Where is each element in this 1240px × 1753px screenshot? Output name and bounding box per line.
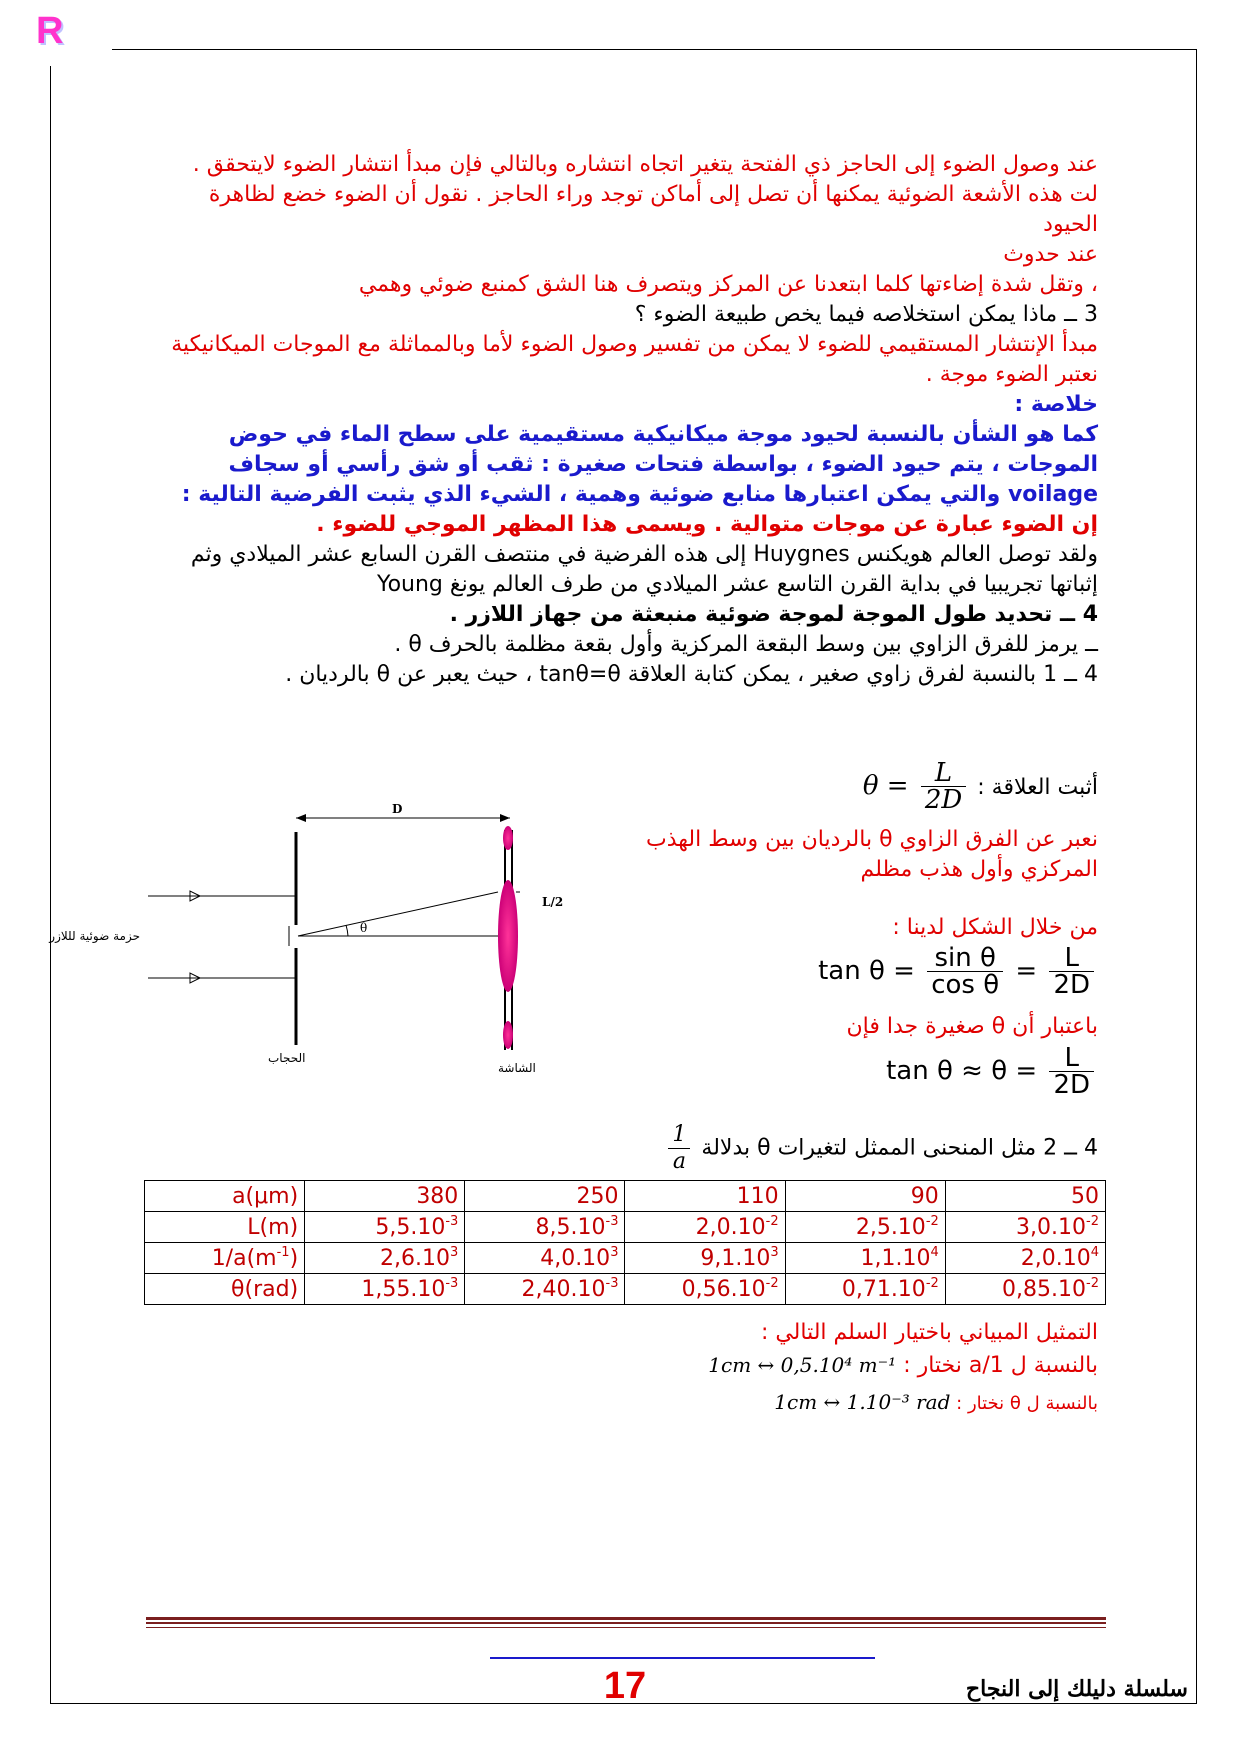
question-3: 3 ــ ماذا يمكن استخلاصه فيما يخص طبيعة الضوء ؟ — [634, 302, 1098, 327]
theta-eq: θ = — [862, 771, 909, 801]
table-cell: $0,71.10^{-2}$ — [785, 1274, 945, 1305]
fraction-1-a — [668, 1122, 690, 1175]
tan-math — [818, 945, 1098, 998]
table-cell: $2,0.10^{-2}$ — [625, 1212, 785, 1243]
fraction-l-2d — [921, 760, 966, 813]
approx-label: tan θ ≈ θ = — [886, 1056, 1038, 1086]
fraction-sin-cos — [927, 945, 1003, 998]
scale-2-value: 1cm ↔ 1.10⁻³ rad — [774, 1390, 951, 1414]
table-cell: $2,5.10^{-2}$ — [785, 1212, 945, 1243]
answer-3: مبدأ الإنتشار المستقيمي للضوء لا يمكن من تفسير وصول الضوء لأما وبالمماثلة مع الموجات الميكانيكية نعتبر الضوء موجة . — [171, 332, 1098, 387]
theta-definition: ــ يرمز للفرق الزاوي بين وسط البقعة المركزية وأول بقعة مظلمة بالحرف θ . — [394, 632, 1098, 657]
table-cell: $1,55.10^{-3}$ — [305, 1274, 465, 1305]
l2-label: L/2 — [542, 895, 564, 909]
row-label: L(m) — [145, 1212, 305, 1243]
paragraph-diffraction: عند وصول الضوء إلى الحاجز ذي الفتحة يتغير اتجاه انتشاره وبالتالي فإن مبدأ انتشار الضوء لايتحقق . لت هذه الأشعة الضوئية يمكنها أن تصل إلى أماكن توجد وراء الحاجز . نقول أن الضوء خضع لظاهرة الحيود — [192, 152, 1098, 237]
row-label: θ(rad) — [145, 1274, 305, 1305]
table-cell: $0,85.10^{-2}$ — [945, 1274, 1105, 1305]
fraction-l-2d-b — [1049, 945, 1094, 998]
scale-2-label: بالنسبة ل θ نختار : — [956, 1393, 1098, 1414]
history-text: ولقد توصل العالم هويكنس Huygnes إلى هذه الفرضية في منتصف القرن السابع عشر الميلادي وثم إثباتها تجريبيا في بداية القرن التاسع عشر الميلادي من طرف العالم يونغ Young — [190, 542, 1098, 597]
footer-rule-3 — [146, 1627, 1106, 1628]
table-cell: 90 — [785, 1181, 945, 1212]
table-cell: 2,6.10$^3$ — [305, 1243, 465, 1274]
table-cell: 380 — [305, 1181, 465, 1212]
scale-1-line — [398, 1350, 1098, 1381]
denominator-2d-b: 2D — [1053, 970, 1090, 1000]
hypothesis: إن الضوء عبارة عن موجات متوالية . ويسمى هذا المظهر الموجي للضوء . — [316, 512, 1098, 537]
denominator-cos: cos θ — [931, 970, 1000, 1000]
scale-2-line — [398, 1387, 1098, 1419]
prove-label: أثبت العلاقة : — [977, 775, 1098, 800]
table-row — [145, 1243, 1106, 1274]
table-cell: 250 — [465, 1181, 625, 1212]
table-cell: 50 — [945, 1181, 1105, 1212]
paragraph-intensity: ، وتقل شدة إضاءتها كلما ابتعدنا عن المركز ويتصرف هنا الشق كمنبع ضوئي وهمي — [358, 272, 1098, 297]
frame-top-line — [112, 49, 1197, 50]
table-cell: $8,5.10^{-3}$ — [465, 1212, 625, 1243]
graph-title: التمثيل المبياني باختيار السلم التالي : — [760, 1320, 1098, 1345]
row-label: $1/a(m^{-1})$ — [145, 1243, 305, 1274]
scale-1-value: 1cm ↔ 0,5.10⁴ m⁻¹ — [708, 1353, 897, 1377]
table-row — [145, 1181, 1106, 1212]
diffraction-figure — [49, 800, 588, 1090]
barrier-label: الحجاب — [268, 1051, 306, 1065]
approx-formula — [598, 1045, 1098, 1111]
numerator-l-b: L — [1049, 945, 1094, 972]
ray-line — [298, 892, 498, 936]
denominator-a: a — [672, 1149, 686, 1174]
from-figure: من خلال الشكل لدينا : — [892, 915, 1098, 940]
main-text — [158, 150, 1098, 690]
denominator-2d: 2D — [924, 785, 963, 815]
numerator-l-c: L — [1049, 1045, 1094, 1072]
footer-rule-1 — [146, 1617, 1106, 1620]
small-angle: باعتبار أن θ صغيرة جدا فإن — [846, 1014, 1098, 1039]
theta-label: θ — [360, 921, 368, 935]
summary-text: كما هو الشأن بالنسبة لحيود موجة ميكانيكية مستقيمية على سطح الماء في حوض الموجات ، يتم حيود الضوء ، بواسطة فتحات صغيرة : ثقب أو شق رأسي أو سجاف voilage والتي يمكن اعتبارها منابع ضوئية وهمية ، الشيء الذي يثبت الفرضية التالية : — [181, 422, 1098, 507]
table-cell: $3,0.10^{-2}$ — [945, 1212, 1105, 1243]
central-spot — [498, 880, 518, 992]
screen-label: الشاشة — [498, 1061, 536, 1075]
numerator-1: 1 — [668, 1122, 690, 1149]
table-cell: 2,0.10$^4$ — [945, 1243, 1105, 1274]
theta-description: نعبر عن الفرق الزاوي θ بالرديان بين وسط الهذب المركزي وأول هذب مظلم — [646, 827, 1098, 882]
d-arrow-left — [296, 814, 306, 822]
fraction-l-2d-c — [1049, 1045, 1094, 1098]
row-label: a(μm) — [145, 1181, 305, 1212]
numerator-l: L — [921, 760, 966, 787]
theta-formula — [863, 760, 970, 813]
frame-left-line — [50, 66, 51, 1703]
equals: = — [1015, 956, 1038, 986]
scale-1-label: بالنسبة ل 1/a نختار : — [903, 1353, 1098, 1378]
footer-rule-2 — [146, 1622, 1106, 1624]
spot-top — [503, 826, 513, 850]
table-row — [145, 1274, 1106, 1305]
spot-bottom — [503, 1021, 513, 1049]
d-label: D — [392, 802, 403, 816]
question-4-2: 4 ــ 2 مثل المنحنى الممثل لتغيرات θ بدلالة — [701, 1135, 1098, 1161]
data-table-body — [145, 1181, 1106, 1305]
table-cell: 1,1.10$^4$ — [785, 1243, 945, 1274]
approx-math — [886, 1045, 1098, 1098]
diffraction-diagram — [49, 800, 588, 1090]
table-cell: 9,1.10$^3$ — [625, 1243, 785, 1274]
table-cell: $0,56.10^{-2}$ — [625, 1274, 785, 1305]
page-number: 17 — [603, 1665, 647, 1707]
question-4-1: 4 ــ 1 بالنسبة لفرق زاوي صغير ، يمكن كتابة العلاقة tanθ=θ ، حيث يعبر عن θ بالرديان . — [285, 662, 1098, 687]
tan-label: tan θ = — [818, 956, 915, 986]
table-cell: 4,0.10$^3$ — [465, 1243, 625, 1274]
frame-right-line — [1196, 49, 1197, 1703]
table-cell: $5,5.10^{-3}$ — [305, 1212, 465, 1243]
beam-label: حزمة ضوئية لللازر — [49, 929, 140, 943]
table-cell: $2,40.10^{-3}$ — [465, 1274, 625, 1305]
data-table — [144, 1180, 1106, 1305]
denominator-2d-c: 2D — [1053, 1070, 1090, 1100]
paragraph-when: عند حدوث — [1003, 242, 1098, 267]
tan-formula — [598, 945, 1098, 1011]
prove-line — [598, 760, 1098, 822]
logo: R — [36, 10, 64, 52]
page-number-line — [490, 1657, 875, 1659]
question-4: 4 ــ تحديد طول الموجة لموجة ضوئية منبعثة من جهاز اللازر . — [449, 602, 1098, 627]
d-arrow-right — [500, 814, 510, 822]
numerator-sin: sin θ — [927, 945, 1003, 972]
question-4-2-line — [378, 1122, 1098, 1182]
table-row — [145, 1212, 1106, 1243]
table-cell: 110 — [625, 1181, 785, 1212]
series-title: سلسلة دليلك إلى النجاح — [965, 1676, 1188, 1702]
summary-title: خلاصة : — [1014, 392, 1098, 417]
